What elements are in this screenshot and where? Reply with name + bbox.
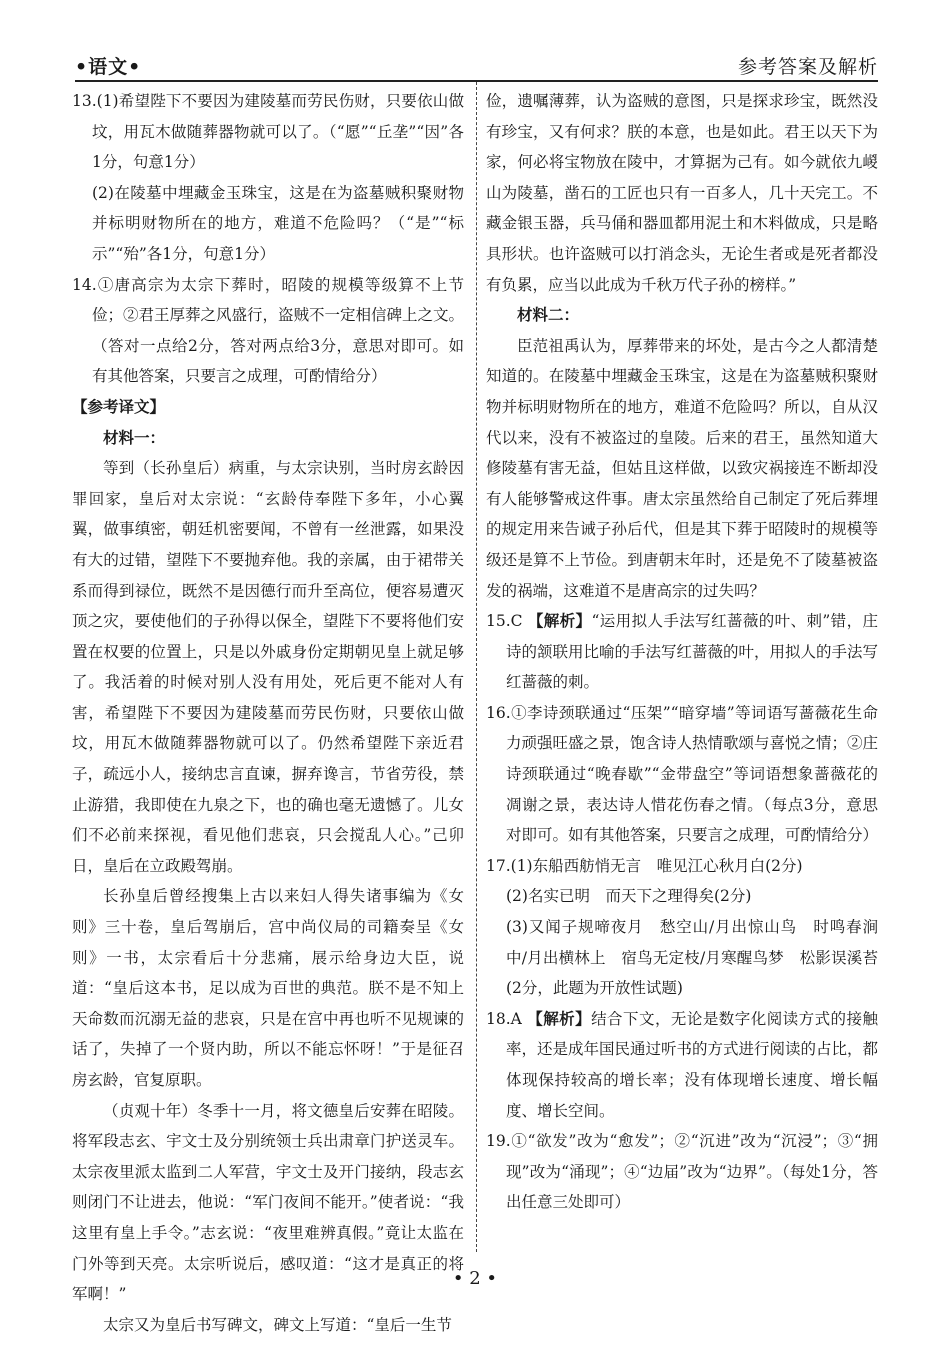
page-header: [75, 52, 878, 80]
q18-text: 结合下文，无论是数字化阅读方式的接触率，还是成年国民通过听书的方式进行阅读的占比，都体现保持较高的增长率；没有体现增长速度、增长幅度、增长空间。: [506, 1009, 879, 1120]
material1-paragraph: 太宗又为皇后书写碑文，碑文上写道：“皇后一生节: [103, 1315, 452, 1334]
q17-part2: (2)名实已明 而天下之理得矣(2分): [506, 887, 752, 906]
q15-number: 15.C: [486, 612, 523, 631]
q14-answer: 14.①唐高宗为太宗下葬时，昭陵的规模等级算不上节俭；②君王厚葬之风盛行，盗贼不一定相信碑上之文。（答对一点给2分，答对两点给3分，意思对即可。如有其他答案，只要言之成理，可酌情给分）: [72, 275, 465, 386]
translation-heading: 【参考译文】: [72, 396, 166, 416]
material1-paragraph: （贞观十年）冬季十一月，将文德皇后安葬在昭陵。将军段志玄、宇文士及分别统领士兵出肃章门护送灵车。太宗夜里派太监到二人军营，宇文士及开门接纳，段志玄则闭门不让进去，他说：“军门夜间不能开。”使者说：“我这里有皇上手令。”志玄说：“夜里难辨真假。”竟让太监在门外等到天亮。太宗听说后，感叹道：“这才是真正的将军啊！”: [72, 1101, 464, 1304]
q15-text: “运用拟人手法写红蔷薇的叶、刺”错，庄诗的颔联用比喻的手法写红蔷薇的叶，用拟人的手法写红蔷薇的刺。: [506, 612, 879, 692]
subject-label: •语文•: [75, 56, 142, 78]
header-title: 参考答案及解析: [737, 56, 878, 78]
material2-paragraph: 臣范祖禹认为，厚葬带来的坏处，是古今之人都清楚知道的。在陵墓中埋藏金玉珠宝，这是在为盗墓贼积聚财物并标明财物所在的地方，难道不危险吗？所以，自从汉代以来，没有不被盗过的皇陵。后来的君王，虽然知道大修陵墓有害无益，但姑且这样做，以致灾祸接连不断却没有人能够警戒这件事。唐太宗虽然给自己制定了死后葬埋的规定用来告诫子孙后代，但是其下葬于昭陵时的规模等级还是算不上节俭。到唐朝末年时，还是免不了陵墓被盗发的祸端，这难道不是唐高宗的过失吗？: [486, 336, 878, 600]
q18-number: 18.A: [486, 1009, 522, 1028]
material1-paragraph: 长孙皇后曾经搜集上古以来妇人得失诸事编为《女则》三十卷，皇后驾崩后，宫中尚仪局的司籍奏呈《女则》一书，太宗看后十分悲痛，展示给身边大臣，说道：“皇后这本书，足以成为百世的典范。朕不是不知上天命数而沉溺无益的悲哀，只是在宫中再也听不见规谏的话了，失掉了一个贤内助，所以不能忘怀呀！”于是征召房玄龄，官复原职。: [72, 887, 464, 1089]
analysis-tag: 【解析】: [527, 1008, 592, 1028]
right-column: [486, 86, 878, 1218]
q19-answer: 19.①“欲发”改为“愈发”；②“沉进”改为“沉浸”；③“拥现”改为“涌现”；④“边届”改为“边界”。（每处1分，答出任意三处即可）: [486, 1132, 878, 1212]
material2-heading: 材料二：: [517, 305, 580, 325]
q13-part1: 13.(1)希望陛下不要因为建陵墓而劳民伤财，只要依山做坟，用瓦木做随葬器物就可以了。（“愿”“丘垄”“因”各1分，句意1分）: [72, 92, 464, 172]
q13-part2: (2)在陵墓中埋藏金玉珠宝，这是在为盗墓贼积聚财物并标明财物所在的地方，难道不危险吗？（“是”“标示”“殆”各1分，句意1分）: [92, 183, 464, 263]
material1-paragraph: 等到（长孙皇后）病重，与太宗诀别，当时房玄龄因罪回家，皇后对太宗说：“玄龄侍奉陛下多年，小心翼翼，做事缜密，朝廷机密要闻，不曾有一丝泄露，如果没有大的过错，望陛下不要抛弃他。我的亲属，由于裙带关系而得到禄位，既然不是因德行而升至高位，便容易遭灭顶之灾，要使他们的子孙得以保全，望陛下不要将他们安置在权要的位置上，只是以外戚身份定期朝见皇上就足够了。我活着的时候对别人没有用处，死后更不能对人有害，希望陛下不要因为建陵墓而劳民伤财，只要依山做坟，用瓦木做随葬器物就可以了。仍然希望陛下亲近君子，疏远小人，接纳忠言直谏，摒弃谗言，节省劳役，禁止游猎，我即使在九泉之下，也的确也毫无遗憾了。儿女们不必前来探视，看见他们悲哀，只会搅乱人心。”己卯日，皇后在立政殿驾崩。: [72, 459, 464, 875]
page-number: • 2 •: [452, 1268, 498, 1289]
q17-part1: 17.(1)东船西舫悄无言 唯见江心秋月白(2分): [486, 856, 803, 875]
q15-answer: [486, 606, 878, 698]
material1-continuation: 俭，遗嘱薄葬，认为盗贼的意图，只是探求珍宝，既然没有珍宝，又有何求？朕的本意，也是如此。君王以天下为家，何必将宝物放在陵中，才算据为己有。如今就依九嵕山为陵墓，凿石的工匠也只有一百多人，几十天完工。不藏金银玉器，兵马俑和器皿都用泥土和木料做成，只是略具形状。也许盗贼可以打消念头，无论生者或是死者都没有负累，应当以此成为千秋万代子孙的榜样。”: [486, 92, 878, 294]
analysis-tag: 【解析】: [527, 611, 592, 631]
column-divider: [476, 82, 477, 1252]
q17-part3: (3)又闻子规啼夜月 愁空山/月出惊山鸟 时鸣春涧中/月出横林上 宿鸟无定枝/月寒醒鸟梦 松影误溪苔(2分，此题为开放性试题): [506, 918, 878, 998]
left-column: [72, 86, 464, 1340]
material1-heading: 材料一：: [103, 427, 166, 447]
q16-answer: 16.①李诗颈联通过“压架”“暗穿墙”等词语写蔷薇花生命力顽强旺盛之景，饱含诗人热情歌颂与喜悦之情；②庄诗颈联通过“晚春歇”“金带盘空”等词语想象蔷薇花的凋谢之景，表达诗人惜花伤春之情。（每点3分，意思对即可。如有其他答案，只要言之成理，可酌情给分）: [486, 703, 879, 845]
q18-answer: [486, 1004, 878, 1126]
